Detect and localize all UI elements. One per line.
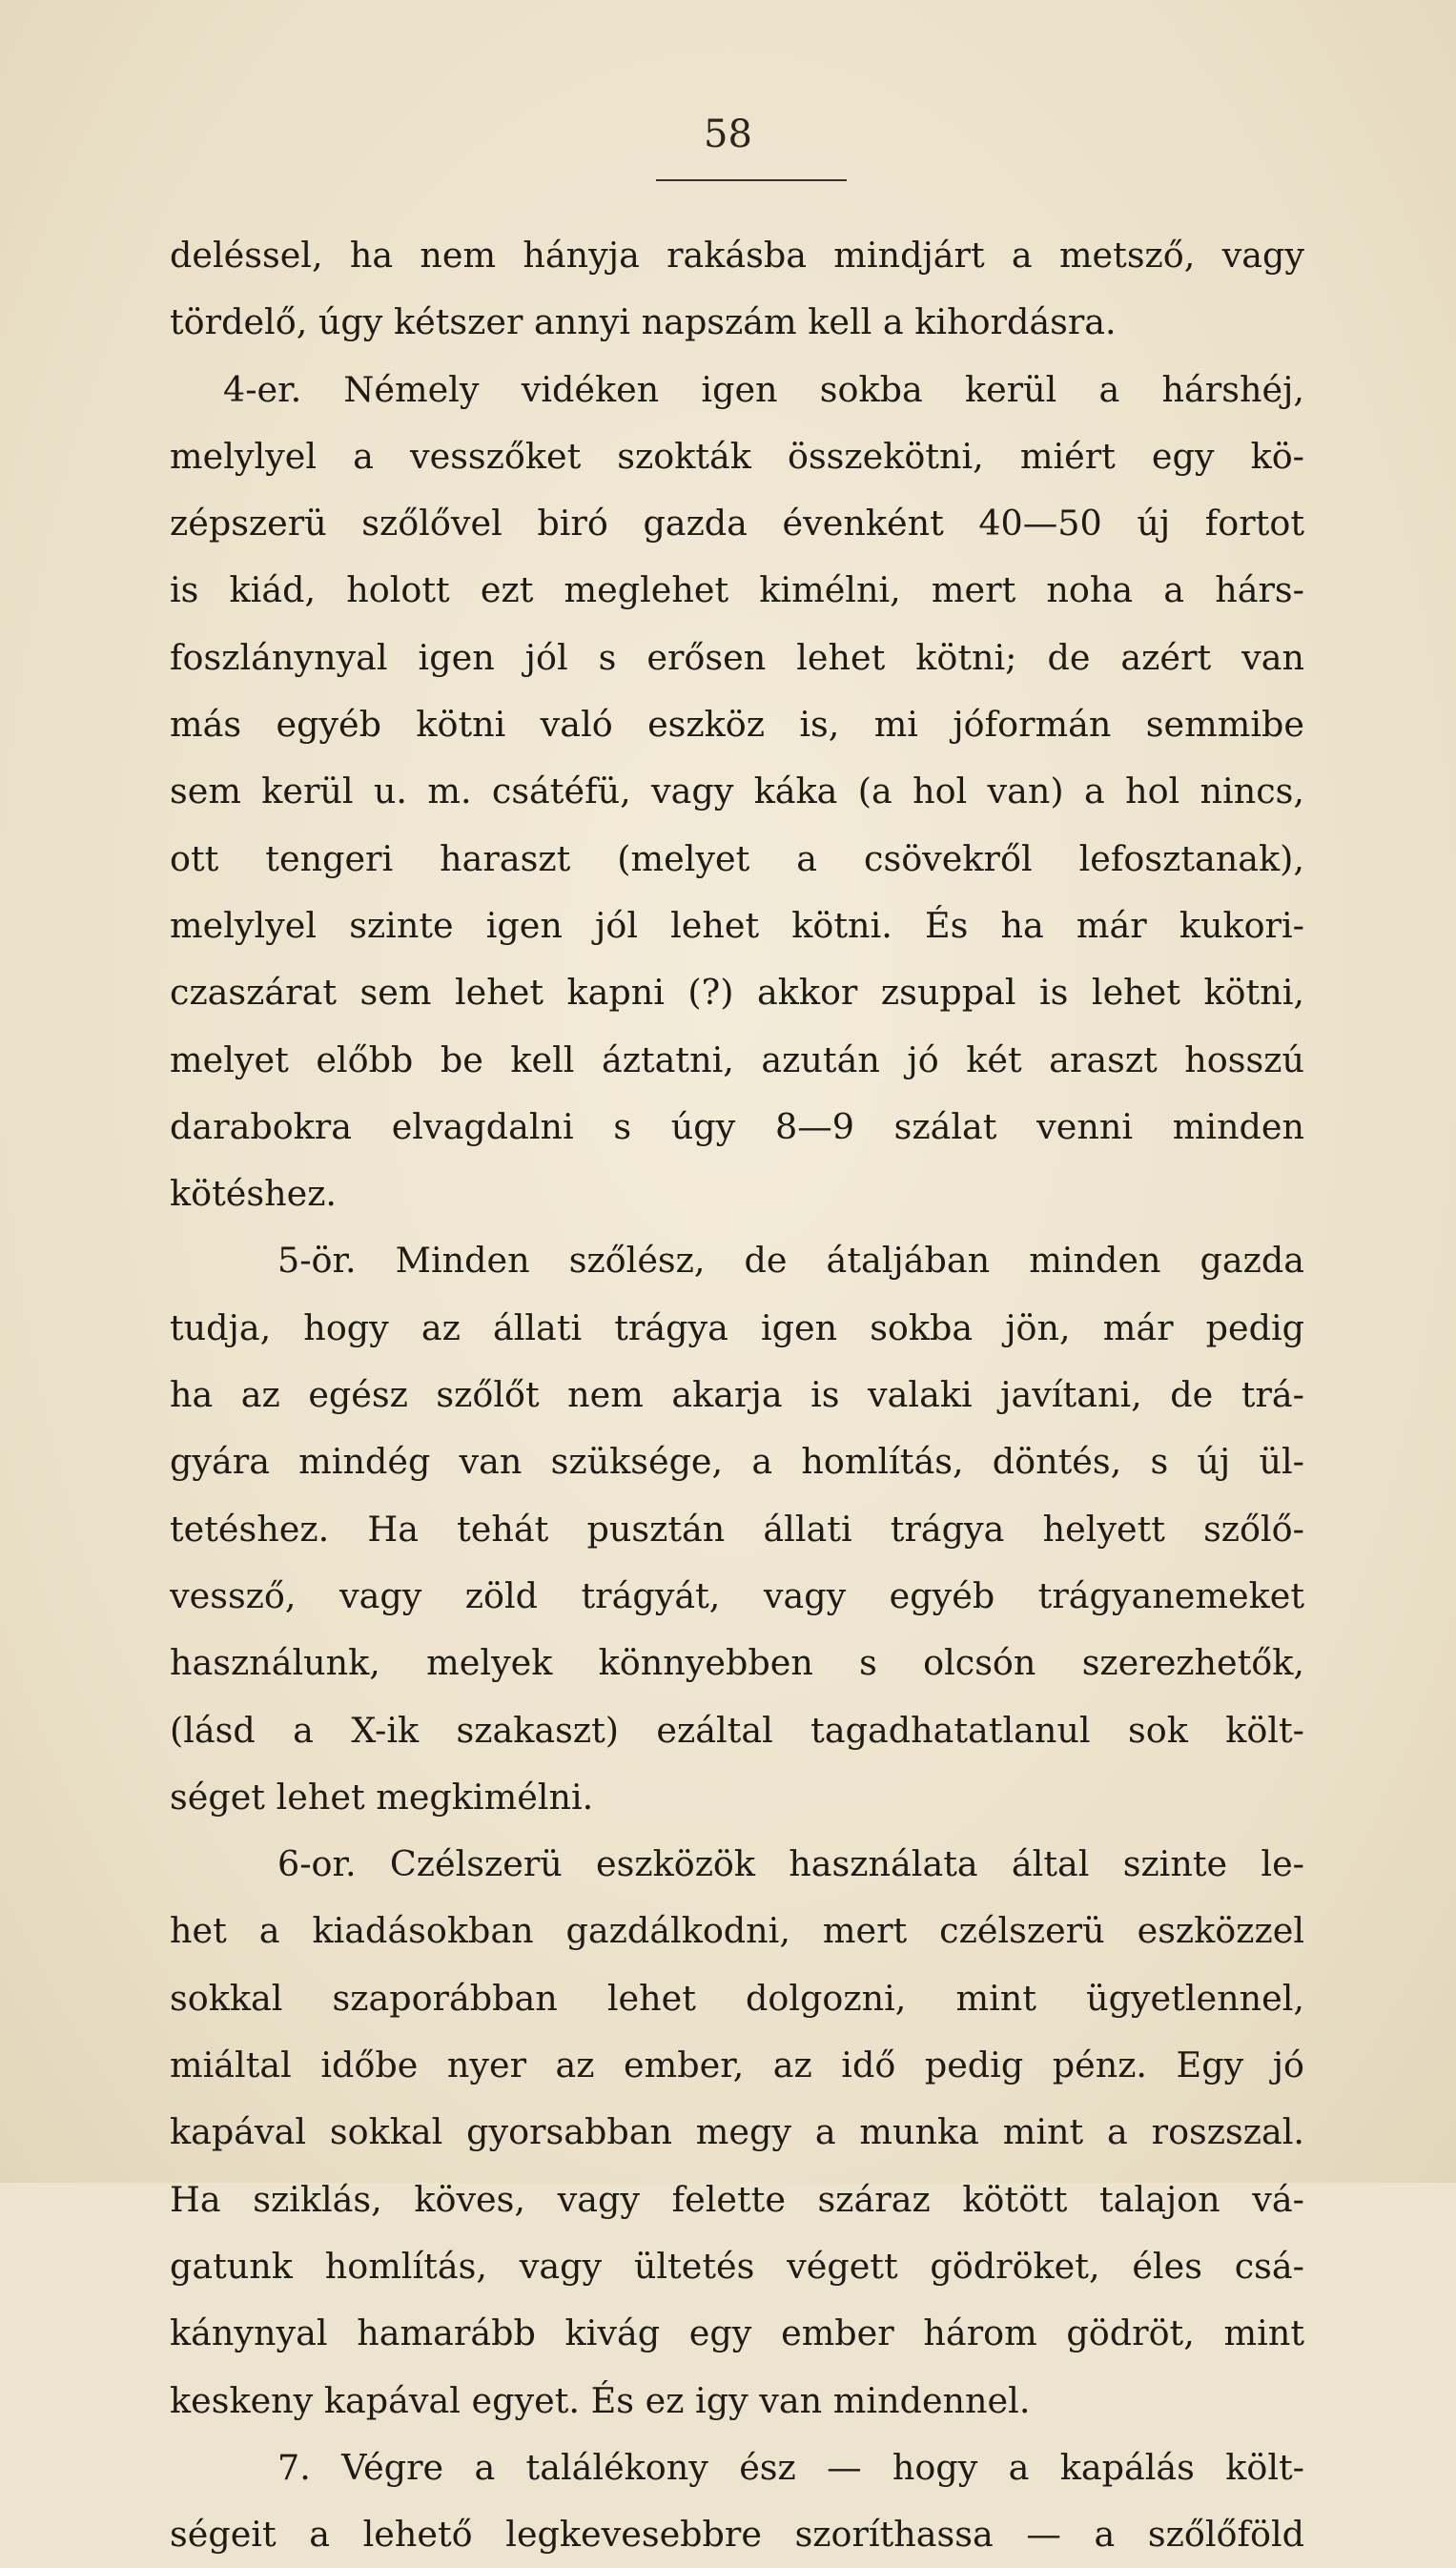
text-line: kötéshez. (170, 1173, 338, 1215)
text-line: 4-er. Némely vidéken igen sokba kerül a hárshéj, (223, 368, 1304, 410)
text-line: tördelő, úgy kétszer annyi napszám kell a kihordásra. (170, 301, 1117, 343)
text-line: vessző, vagy zöld trágyát, vagy egyéb trágyanemeket (170, 1574, 1304, 1616)
text-line: deléssel, ha nem hányja rakásba mindjárt a metsző, vagy (170, 235, 1304, 276)
text-line: ségeit a lehető legkevesebbre szoríthassa — a szőlőföld (170, 2514, 1304, 2556)
text-line: kánynyal hamarább kivág egy ember három gödröt, mint (170, 2312, 1304, 2354)
text-line: Ha sziklás, köves, vagy felette száraz kötött talajon vá- (170, 2178, 1304, 2220)
text-line: zépszerü szőlővel biró gazda évenként 40—50 új fortot (170, 503, 1304, 544)
text-line: melylyel szinte igen jól lehet kötni. És ha már kukori- (170, 904, 1304, 946)
text-line: kapával sokkal gyorsabban megy a munka mint a roszszal. (170, 2111, 1304, 2153)
text-line: czaszárat sem lehet kapni (?) akkor zsuppal is lehet kötni, (170, 972, 1304, 1014)
text-line: foszlánynyal igen jól s erősen lehet kötni; de azért van (170, 636, 1304, 678)
text-line: 6-or. Czélszerü eszközök használata által szinte le- (277, 1843, 1304, 1885)
text-line: tetéshez. Ha tehát pusztán állati trágya helyett szőlő- (170, 1508, 1304, 1550)
text-line: ott tengeri haraszt (melyet a csövekről lefosztanak), (170, 837, 1304, 879)
header-rule (656, 179, 847, 181)
text-line: melylyel a vesszőket szokták összekötni, miért egy kö- (170, 435, 1304, 477)
text-line: séget lehet megkimélni. (170, 1776, 594, 1818)
text-line: (lásd a X-ik szakaszt) ezáltal tagadhatatlanul sok költ- (170, 1709, 1304, 1751)
text-line: darabokra elvagdalni s úgy 8—9 szálat venni minden (170, 1105, 1304, 1147)
text-line: ha az egész szőlőt nem akarja is valaki javítani, de trá- (170, 1374, 1304, 1416)
text-line: sem kerül u. m. csátéfü, vagy káka (a hol van) a hol nincs, (170, 770, 1304, 812)
text-line: gatunk homlítás, vagy ültetés végett gödröket, éles csá- (170, 2245, 1304, 2287)
text-line: 5-ör. Minden szőlész, de átaljában minden gazda (277, 1240, 1304, 1282)
text-line: melyet előbb be kell áztatni, azután jó két araszt hosszú (170, 1038, 1304, 1080)
text-line: tudja, hogy az állati trágya igen sokba jön, már pedig (170, 1306, 1304, 1348)
text-line: használunk, melyek könnyebben s olcsón szerezhetők, (170, 1642, 1304, 1684)
text-line: het a kiadásokban gazdálkodni, mert czélszerü eszközzel (170, 1910, 1304, 1952)
page-number: 58 (704, 113, 752, 156)
text-line: sokkal szaporábban lehet dolgozni, mint ügyetlennel, (170, 1977, 1304, 2019)
text-line: miáltal időbe nyer az ember, az idő pedig pénz. Egy jó (170, 2044, 1304, 2086)
text-line: 7. Végre a találékony ész — hogy a kapálás költ- (277, 2446, 1304, 2488)
text-line: gyára mindég van szüksége, a homlítás, döntés, s új ül- (170, 1441, 1304, 1483)
body-text (170, 222, 1304, 2568)
text-line: más egyéb kötni való eszköz is, mi jóformán semmibe (170, 704, 1304, 746)
text-line: keskeny kapával egyet. És ez igy van mindennel. (170, 2379, 1031, 2421)
text-line: is kiád, holott ezt meglehet kimélni, mert noha a hárs- (170, 569, 1304, 611)
